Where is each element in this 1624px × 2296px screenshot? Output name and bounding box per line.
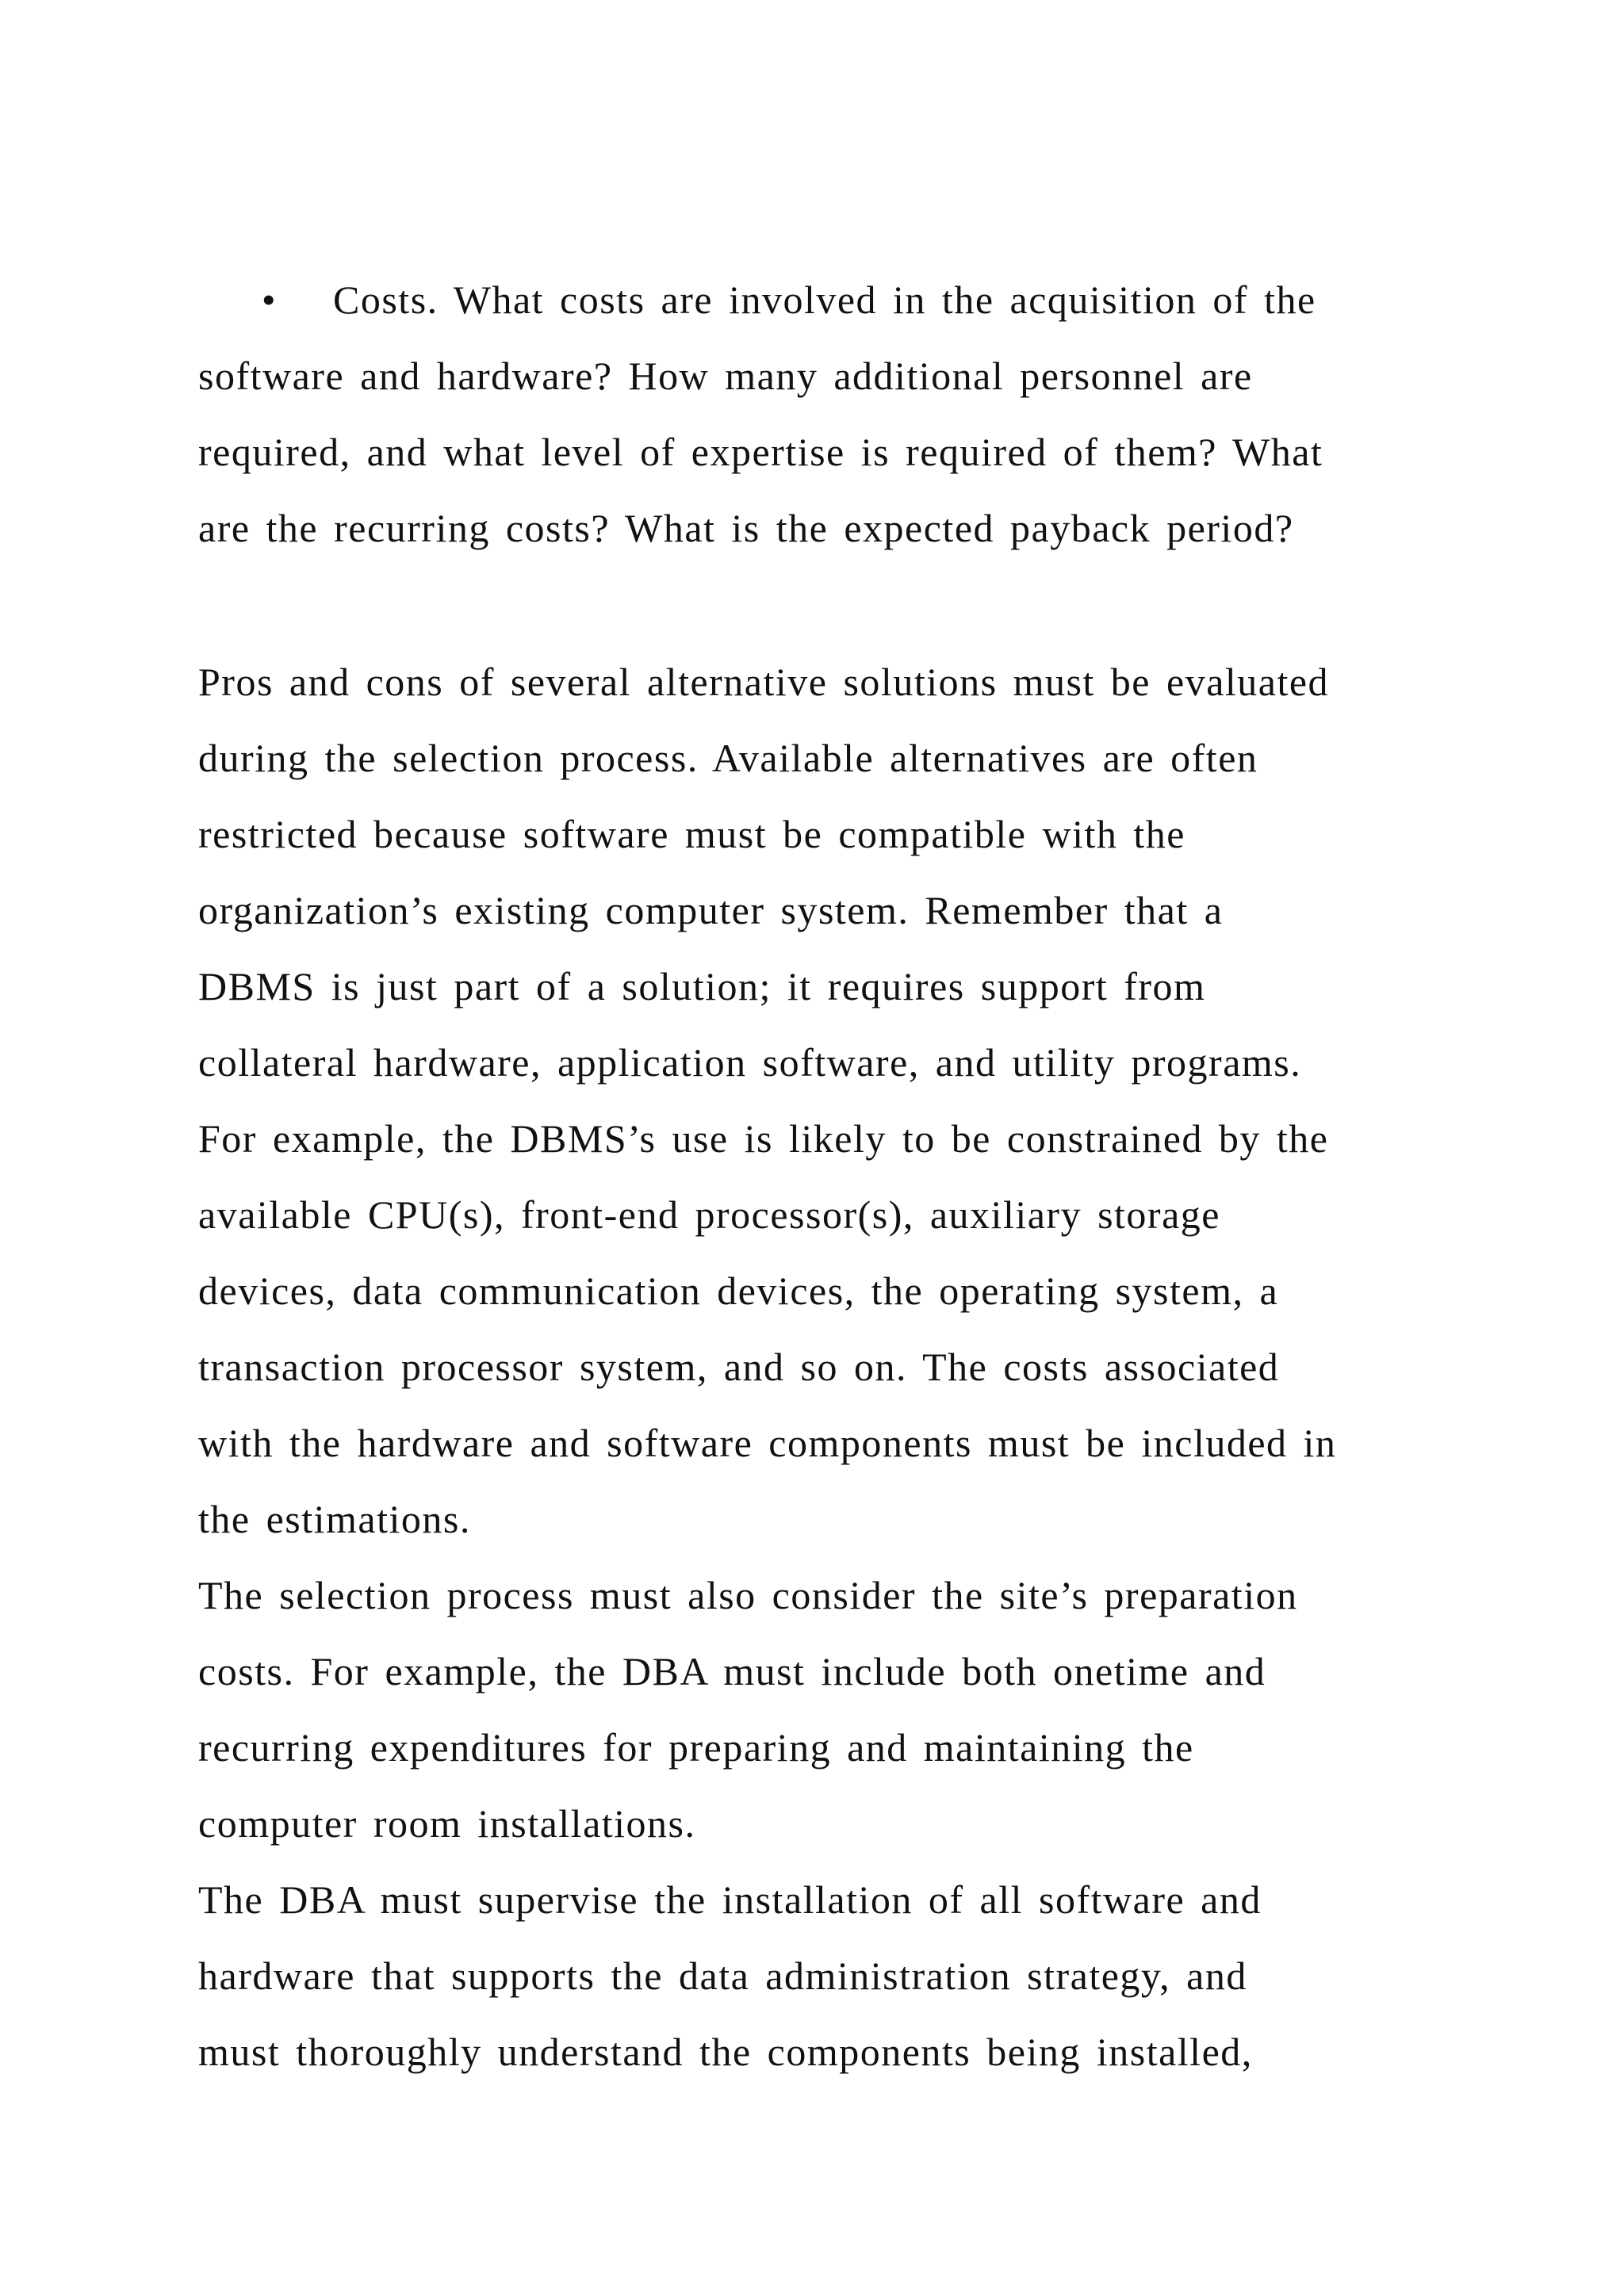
text-line: Pros and cons of several alternative solutions must be evaluated — [198, 660, 1330, 704]
text-line: DBMS is just part of a solution; it requires support from — [198, 964, 1206, 1008]
text-line: recurring expenditures for preparing and maintaining the — [198, 1725, 1194, 1770]
text-line: organization’s existing computer system. Remember that a — [198, 888, 1224, 932]
text-line: transaction processor system, and so on. The costs associated — [198, 1345, 1280, 1389]
text-line: with the hardware and software components must be included in — [198, 1421, 1337, 1465]
text-line: are the recurring costs? What is the expected payback period? — [198, 506, 1294, 550]
text-line: software and hardware? How many additional personnel are — [198, 354, 1253, 398]
text-line: devices, data communication devices, the operating system, a — [198, 1269, 1279, 1313]
text-line: The DBA must supervise the installation of all software and — [198, 1877, 1262, 1922]
text-line: computer room installations. — [198, 1801, 696, 1846]
text-line: For example, the DBMS’s use is likely to be constrained by the — [198, 1116, 1329, 1161]
text-line: the estimations. — [198, 1497, 471, 1541]
text-line: The selection process must also consider the site’s preparation — [198, 1573, 1298, 1617]
text-line: available CPU(s), front-end processor(s), auxiliary storage — [198, 1192, 1220, 1237]
bullet-marker: • — [262, 277, 276, 322]
text-line: must thoroughly understand the components being installed, — [198, 2030, 1253, 2074]
text-line: during the selection process. Available alternatives are often — [198, 736, 1258, 780]
text-line: costs. For example, the DBA must include both onetime and — [198, 1649, 1266, 1693]
text-line: required, and what level of expertise is required of them? What — [198, 430, 1323, 474]
text-line: collateral hardware, application software, and utility programs. — [198, 1040, 1302, 1085]
text-line: Costs. What costs are involved in the acquisition of the — [333, 277, 1316, 322]
text-line: restricted because software must be compatible with the — [198, 812, 1185, 856]
text-line: hardware that supports the data administration strategy, and — [198, 1954, 1247, 1998]
